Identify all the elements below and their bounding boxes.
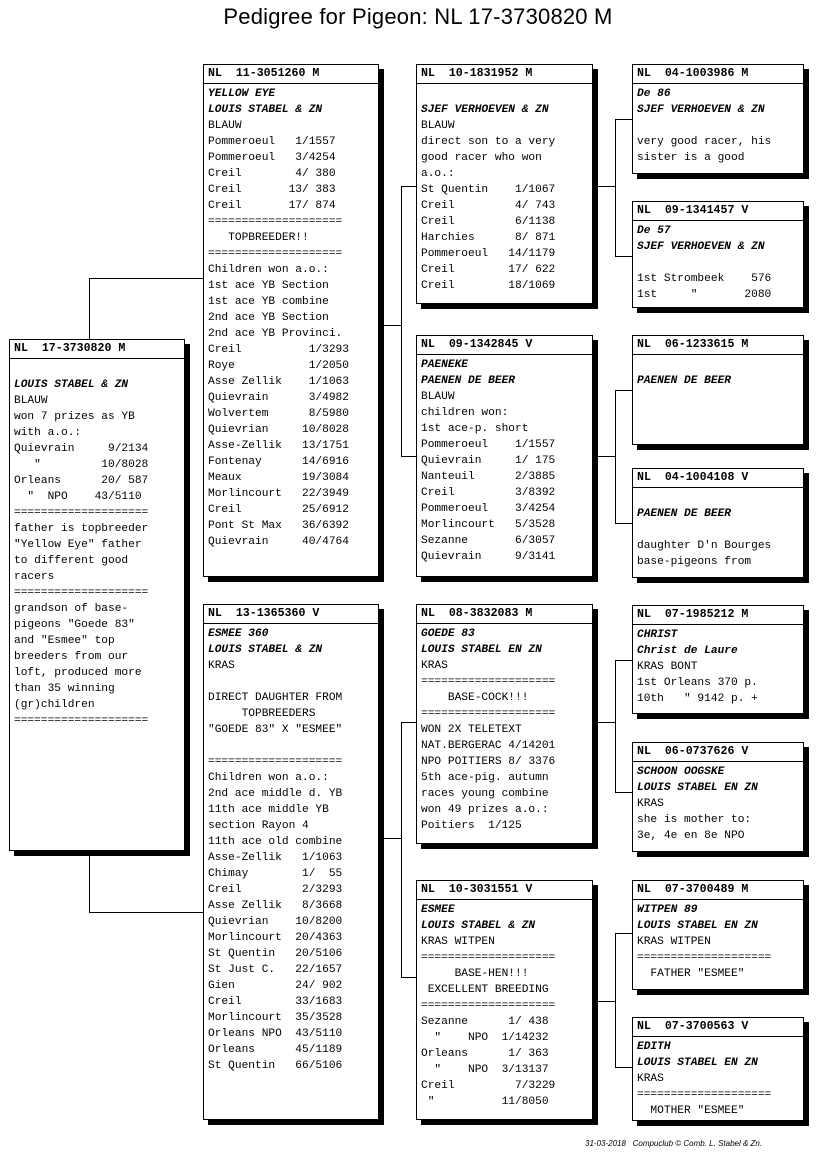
info-line: TOPBREEDER!!	[208, 232, 309, 244]
info-line: PAENEN DE BEER	[637, 508, 731, 520]
ring-number: NL 17-3730820 M	[10, 341, 184, 359]
info-line: Orleans 45/1189	[208, 1044, 343, 1056]
info-line: Creil 4/ 743	[421, 200, 556, 212]
info-line: races young combine	[421, 788, 549, 800]
connector-line	[615, 390, 633, 391]
connector-line	[401, 186, 417, 187]
info-line: ====================	[14, 715, 149, 727]
ring-number: NL 06-1233615 M	[633, 337, 803, 355]
info-line: WITPEN 89	[637, 904, 698, 916]
connector-line	[615, 660, 633, 661]
info-line: 2nd ace YB Section	[208, 312, 329, 324]
info-line: Quievrain 40/4764	[208, 536, 349, 548]
info-line: "Yellow Eye" father	[14, 539, 142, 551]
sire-sire-card	[416, 64, 593, 304]
info-line: EXCELLENT BREEDING	[421, 984, 549, 996]
info-line: ====================	[208, 216, 343, 228]
info-line: 2nd ace middle d. YB	[208, 788, 343, 800]
info-line: Harchies 8/ 871	[421, 232, 556, 244]
info-line: Pommeroeul 14/1179	[421, 248, 556, 260]
connector-line	[401, 722, 417, 723]
info-line: Creil 4/ 380	[208, 168, 336, 180]
info-line: 10th " 9142 p. +	[637, 693, 758, 705]
info-line: YELLOW EYE	[208, 88, 276, 100]
info-line: Morlincourt 5/3528	[421, 519, 556, 531]
info-line: she is mother to:	[637, 814, 752, 826]
dam-dam-card	[416, 880, 593, 1120]
info-line	[208, 674, 374, 690]
info-line: ESMEE	[421, 904, 455, 916]
connector-line	[615, 660, 616, 792]
sire-dam-card	[416, 335, 593, 577]
info-line: Roye 1/2050	[208, 360, 349, 372]
info-line: Quievrian 10/8028	[208, 424, 349, 436]
info-line: KRAS BONT	[637, 661, 698, 673]
sire-card	[203, 64, 379, 577]
connector-line	[615, 523, 633, 524]
info-line: " NPO 3/13137	[421, 1064, 549, 1076]
connector-line	[615, 119, 633, 120]
ring-number: NL 07-3700563 V	[633, 1019, 803, 1037]
info-line: KRAS	[637, 798, 664, 810]
info-line: Creil 33/1683	[208, 996, 343, 1008]
info-line	[637, 118, 799, 134]
connector-line	[615, 390, 616, 523]
info-line: pigeons "Goede 83"	[14, 619, 135, 631]
info-line: SCHOON OOGSKE	[637, 766, 725, 778]
info-line: with a.o.:	[14, 427, 82, 439]
info-line: Morlincourt 20/4363	[208, 932, 343, 944]
info-line: BLAUW	[421, 391, 455, 403]
ring-number: NL 13-1365360 V	[204, 606, 378, 624]
info-line: KRAS	[421, 660, 448, 672]
info-line: KRAS	[637, 1073, 664, 1085]
info-line: sister is a good	[637, 152, 745, 164]
info-line: SJEF VERHOEVEN & ZN	[637, 241, 765, 253]
info-line: Wolvertem 8/5980	[208, 408, 349, 420]
subject-pigeon-card	[9, 339, 185, 851]
sire-dam-dam-card	[632, 468, 804, 578]
info-line: Quievrain 9/3141	[421, 551, 556, 563]
connector-line	[615, 256, 633, 257]
info-line: " NPO 43/5110	[14, 491, 142, 503]
info-line: BASE-HEN!!!	[421, 968, 529, 980]
info-line: Creil 2/3293	[208, 884, 343, 896]
info-line: BLAUW	[208, 120, 242, 132]
info-line: "GOEDE 83" X "ESMEE"	[208, 724, 343, 736]
info-line: ====================	[208, 248, 343, 260]
info-line: to different good	[14, 555, 129, 567]
info-line: Creil 7/3229	[421, 1080, 556, 1092]
info-line: St Just C. 22/1657	[208, 964, 343, 976]
info-line: LOUIS STABEL EN ZN	[637, 920, 758, 932]
info-line: ====================	[421, 708, 556, 720]
info-line: LOUIS STABEL EN ZN	[637, 782, 758, 794]
info-line: ====================	[14, 507, 149, 519]
info-line: CHRIST	[637, 629, 678, 641]
info-line	[637, 490, 799, 506]
connector-line	[89, 278, 204, 279]
dam-sire-card	[416, 604, 593, 844]
info-line: Pommeroeul 3/4254	[208, 152, 336, 164]
info-line: 1st ace YB Section	[208, 280, 329, 292]
info-line: Creil 17/ 622	[421, 264, 556, 276]
info-line: ====================	[637, 952, 772, 964]
info-line: Sezanne 1/ 438	[421, 1016, 549, 1028]
ring-number: NL 08-3832083 M	[417, 606, 592, 624]
info-line: St Quentin 66/5106	[208, 1060, 343, 1072]
ring-number: NL 09-1342845 V	[417, 337, 592, 355]
info-line: children won:	[421, 407, 509, 419]
info-line: Asse Zellik 1/1063	[208, 376, 349, 388]
connector-line	[598, 456, 615, 457]
info-line: Creil 25/6912	[208, 504, 349, 516]
info-line: Christ de Laure	[637, 645, 738, 657]
info-line: PAENEN DE BEER	[637, 375, 731, 387]
info-line: BLAUW	[14, 395, 48, 407]
info-line: (gr)children	[14, 699, 95, 711]
info-line: very good racer, his	[637, 136, 772, 148]
info-line: daughter D'n Bourges	[637, 540, 772, 552]
info-line: Meaux 19/3084	[208, 472, 349, 484]
info-line: ====================	[421, 676, 556, 688]
info-line: EDITH	[637, 1041, 671, 1053]
info-line: GOEDE 83	[421, 628, 475, 640]
info-line: Pommeroeul 3/4254	[421, 503, 556, 515]
connector-line	[89, 278, 90, 340]
info-line: LOUIS STABEL & ZN	[14, 379, 129, 391]
info-line: 11th ace old combine	[208, 836, 343, 848]
info-line: LOUIS STABEL EN ZN	[637, 1057, 758, 1069]
info-line: 1st Strombeek 576	[637, 273, 772, 285]
info-line: Nanteuil 2/3885	[421, 471, 556, 483]
info-line: direct son to a very	[421, 136, 556, 148]
info-line: than 35 winning	[14, 683, 115, 695]
info-line: ====================	[14, 587, 149, 599]
info-line: ====================	[421, 1000, 556, 1012]
info-line: Quievrain 1/ 175	[421, 455, 556, 467]
connector-line	[615, 933, 633, 934]
connector-line	[598, 186, 615, 187]
info-line: section Rayon 4	[208, 820, 309, 832]
info-line	[637, 357, 799, 373]
info-line: Gien 24/ 902	[208, 980, 343, 992]
connector-line	[598, 722, 615, 723]
connector-line	[89, 912, 204, 913]
info-line: Creil 6/1138	[421, 216, 556, 228]
info-line: Pommeroeul 1/1557	[208, 136, 336, 148]
info-line: Children won a.o.:	[208, 264, 329, 276]
info-line: Pont St Max 36/6392	[208, 520, 349, 532]
ring-number: NL 07-1985212 M	[633, 607, 803, 625]
info-line: Creil 3/8392	[421, 487, 556, 499]
info-line: ====================	[637, 1089, 772, 1101]
info-line: Orleans 20/ 587	[14, 475, 149, 487]
info-line: Quievrian 10/8200	[208, 916, 343, 928]
info-line: base-pigeons from	[637, 556, 752, 568]
ring-number: NL 09-1341457 V	[633, 203, 803, 221]
connector-line	[384, 838, 401, 839]
info-line: PAENEN DE BEER	[421, 375, 515, 387]
connector-line	[401, 977, 417, 978]
connector-line	[615, 933, 616, 1067]
connector-line	[615, 119, 616, 256]
info-line: NPO POITIERS 8/ 3376	[421, 756, 556, 768]
info-line: 1st Orleans 370 p.	[637, 677, 758, 689]
info-line: Sezanne 6/3057	[421, 535, 556, 547]
info-line: BASE-COCK!!!	[421, 692, 529, 704]
info-line: KRAS	[208, 660, 235, 672]
info-line: NAT.BERGERAC 4/14201	[421, 740, 556, 752]
info-line: grandson of base-	[14, 603, 129, 615]
dam-dam-dam-card	[632, 1017, 804, 1121]
info-line: " 11/8050	[421, 1096, 549, 1108]
info-line: De 57	[637, 225, 671, 237]
info-line: LOUIS STABEL & ZN	[208, 104, 323, 116]
info-line: good racer who won	[421, 152, 542, 164]
info-line: Poitiers 1/125	[421, 820, 522, 832]
info-line: 1st ace-p. short	[421, 423, 529, 435]
connector-line	[384, 325, 401, 326]
info-line: St Quentin 1/1067	[421, 184, 556, 196]
info-line: father is topbreeder	[14, 523, 149, 535]
info-line: FATHER "ESMEE"	[637, 968, 745, 980]
info-line: LOUIS STABEL & ZN	[421, 920, 536, 932]
ring-number: NL 07-3700489 M	[633, 882, 803, 900]
ring-number: NL 06-0737626 V	[633, 744, 803, 762]
info-line: won 7 prizes as YB	[14, 411, 135, 423]
info-line: loft, produced more	[14, 667, 142, 679]
dam-sire-sire-card	[632, 605, 804, 714]
info-line: 5th ace-pig. autumn	[421, 772, 549, 784]
info-line: Creil 1/3293	[208, 344, 349, 356]
info-line: Chimay 1/ 55	[208, 868, 343, 880]
info-line: Asse Zellik 8/3668	[208, 900, 343, 912]
info-line: 1st ace YB combine	[208, 296, 329, 308]
ring-number: NL 04-1004108 V	[633, 470, 803, 488]
page-title: Pedigree for Pigeon: NL 17-3730820 M	[223, 4, 613, 29]
sire-sire-dam-card	[632, 201, 804, 308]
info-line: " NPO 1/14232	[421, 1032, 549, 1044]
info-line: 2nd ace YB Provinci.	[208, 328, 343, 340]
ring-number: NL 11-3051260 M	[204, 66, 378, 84]
info-line: Creil 13/ 383	[208, 184, 336, 196]
sire-sire-sire-card	[632, 64, 804, 174]
info-line	[421, 86, 588, 102]
info-line: Fontenay 14/6916	[208, 456, 349, 468]
footer-credit: 31-03-2018 Compuclub © Comb. L. Stabel & Zn.	[585, 1139, 763, 1148]
info-line: TOPBREEDERS	[208, 708, 316, 720]
info-line	[208, 738, 374, 754]
info-line: Quievrain 3/4982	[208, 392, 349, 404]
dam-card	[203, 604, 379, 1120]
info-line: racers	[14, 571, 55, 583]
info-line: 3e, 4e en 8e NPO	[637, 830, 745, 842]
ring-number: NL 04-1003986 M	[633, 66, 803, 84]
info-line: Creil 17/ 874	[208, 200, 336, 212]
info-line: SJEF VERHOEVEN & ZN	[421, 104, 549, 116]
info-line: MOTHER "ESMEE"	[637, 1105, 745, 1117]
info-line: BLAUW	[421, 120, 455, 132]
info-line: won 49 prizes a.o.:	[421, 804, 549, 816]
info-line	[637, 255, 799, 271]
connector-line	[598, 1001, 615, 1002]
info-line: and "Esmee" top	[14, 635, 115, 647]
info-line: " 10/8028	[14, 459, 149, 471]
sire-dam-sire-card	[632, 335, 804, 445]
info-line	[14, 361, 180, 377]
info-line: PAENEKE	[421, 359, 468, 371]
info-line: LOUIS STABEL EN ZN	[421, 644, 542, 656]
info-line: 11th ace middle YB	[208, 804, 329, 816]
info-line: ====================	[208, 756, 343, 768]
info-line: WON 2X TELETEXT	[421, 724, 522, 736]
info-line: De 86	[637, 88, 671, 100]
dam-dam-sire-card	[632, 880, 804, 990]
connector-line	[615, 792, 633, 793]
connector-line	[401, 722, 402, 977]
connector-line	[615, 1067, 633, 1068]
ring-number: NL 10-3031551 V	[417, 882, 592, 900]
ring-number: NL 10-1831952 M	[417, 66, 592, 84]
info-line: 1st " 2080	[637, 289, 772, 301]
info-line: Children won a.o.:	[208, 772, 329, 784]
info-line: Asse-Zellik 13/1751	[208, 440, 349, 452]
dam-sire-dam-card	[632, 742, 804, 852]
info-line	[637, 522, 799, 538]
connector-line	[89, 856, 90, 912]
info-line: St Quentin 20/5106	[208, 948, 343, 960]
info-line: Orleans 1/ 363	[421, 1048, 549, 1060]
info-line: a.o.:	[421, 168, 455, 180]
info-line: KRAS WITPEN	[637, 936, 711, 948]
info-line: Asse-Zellik 1/1063	[208, 852, 343, 864]
info-line: ====================	[421, 952, 556, 964]
info-line: Quievrain 9/2134	[14, 443, 149, 455]
connector-line	[401, 456, 417, 457]
info-line: ESMEE 360	[208, 628, 269, 640]
info-line: LOUIS STABEL & ZN	[208, 644, 323, 656]
info-line: Morlincourt 22/3949	[208, 488, 349, 500]
info-line: breeders from our	[14, 651, 129, 663]
connector-line	[401, 186, 402, 456]
info-line: Creil 18/1069	[421, 280, 556, 292]
info-line: DIRECT DAUGHTER FROM	[208, 692, 343, 704]
info-line: SJEF VERHOEVEN & ZN	[637, 104, 765, 116]
info-line: Orleans NPO 43/5110	[208, 1028, 343, 1040]
info-line: Pommeroeul 1/1557	[421, 439, 556, 451]
info-line: Morlincourt 35/3528	[208, 1012, 343, 1024]
info-line: KRAS WITPEN	[421, 936, 495, 948]
